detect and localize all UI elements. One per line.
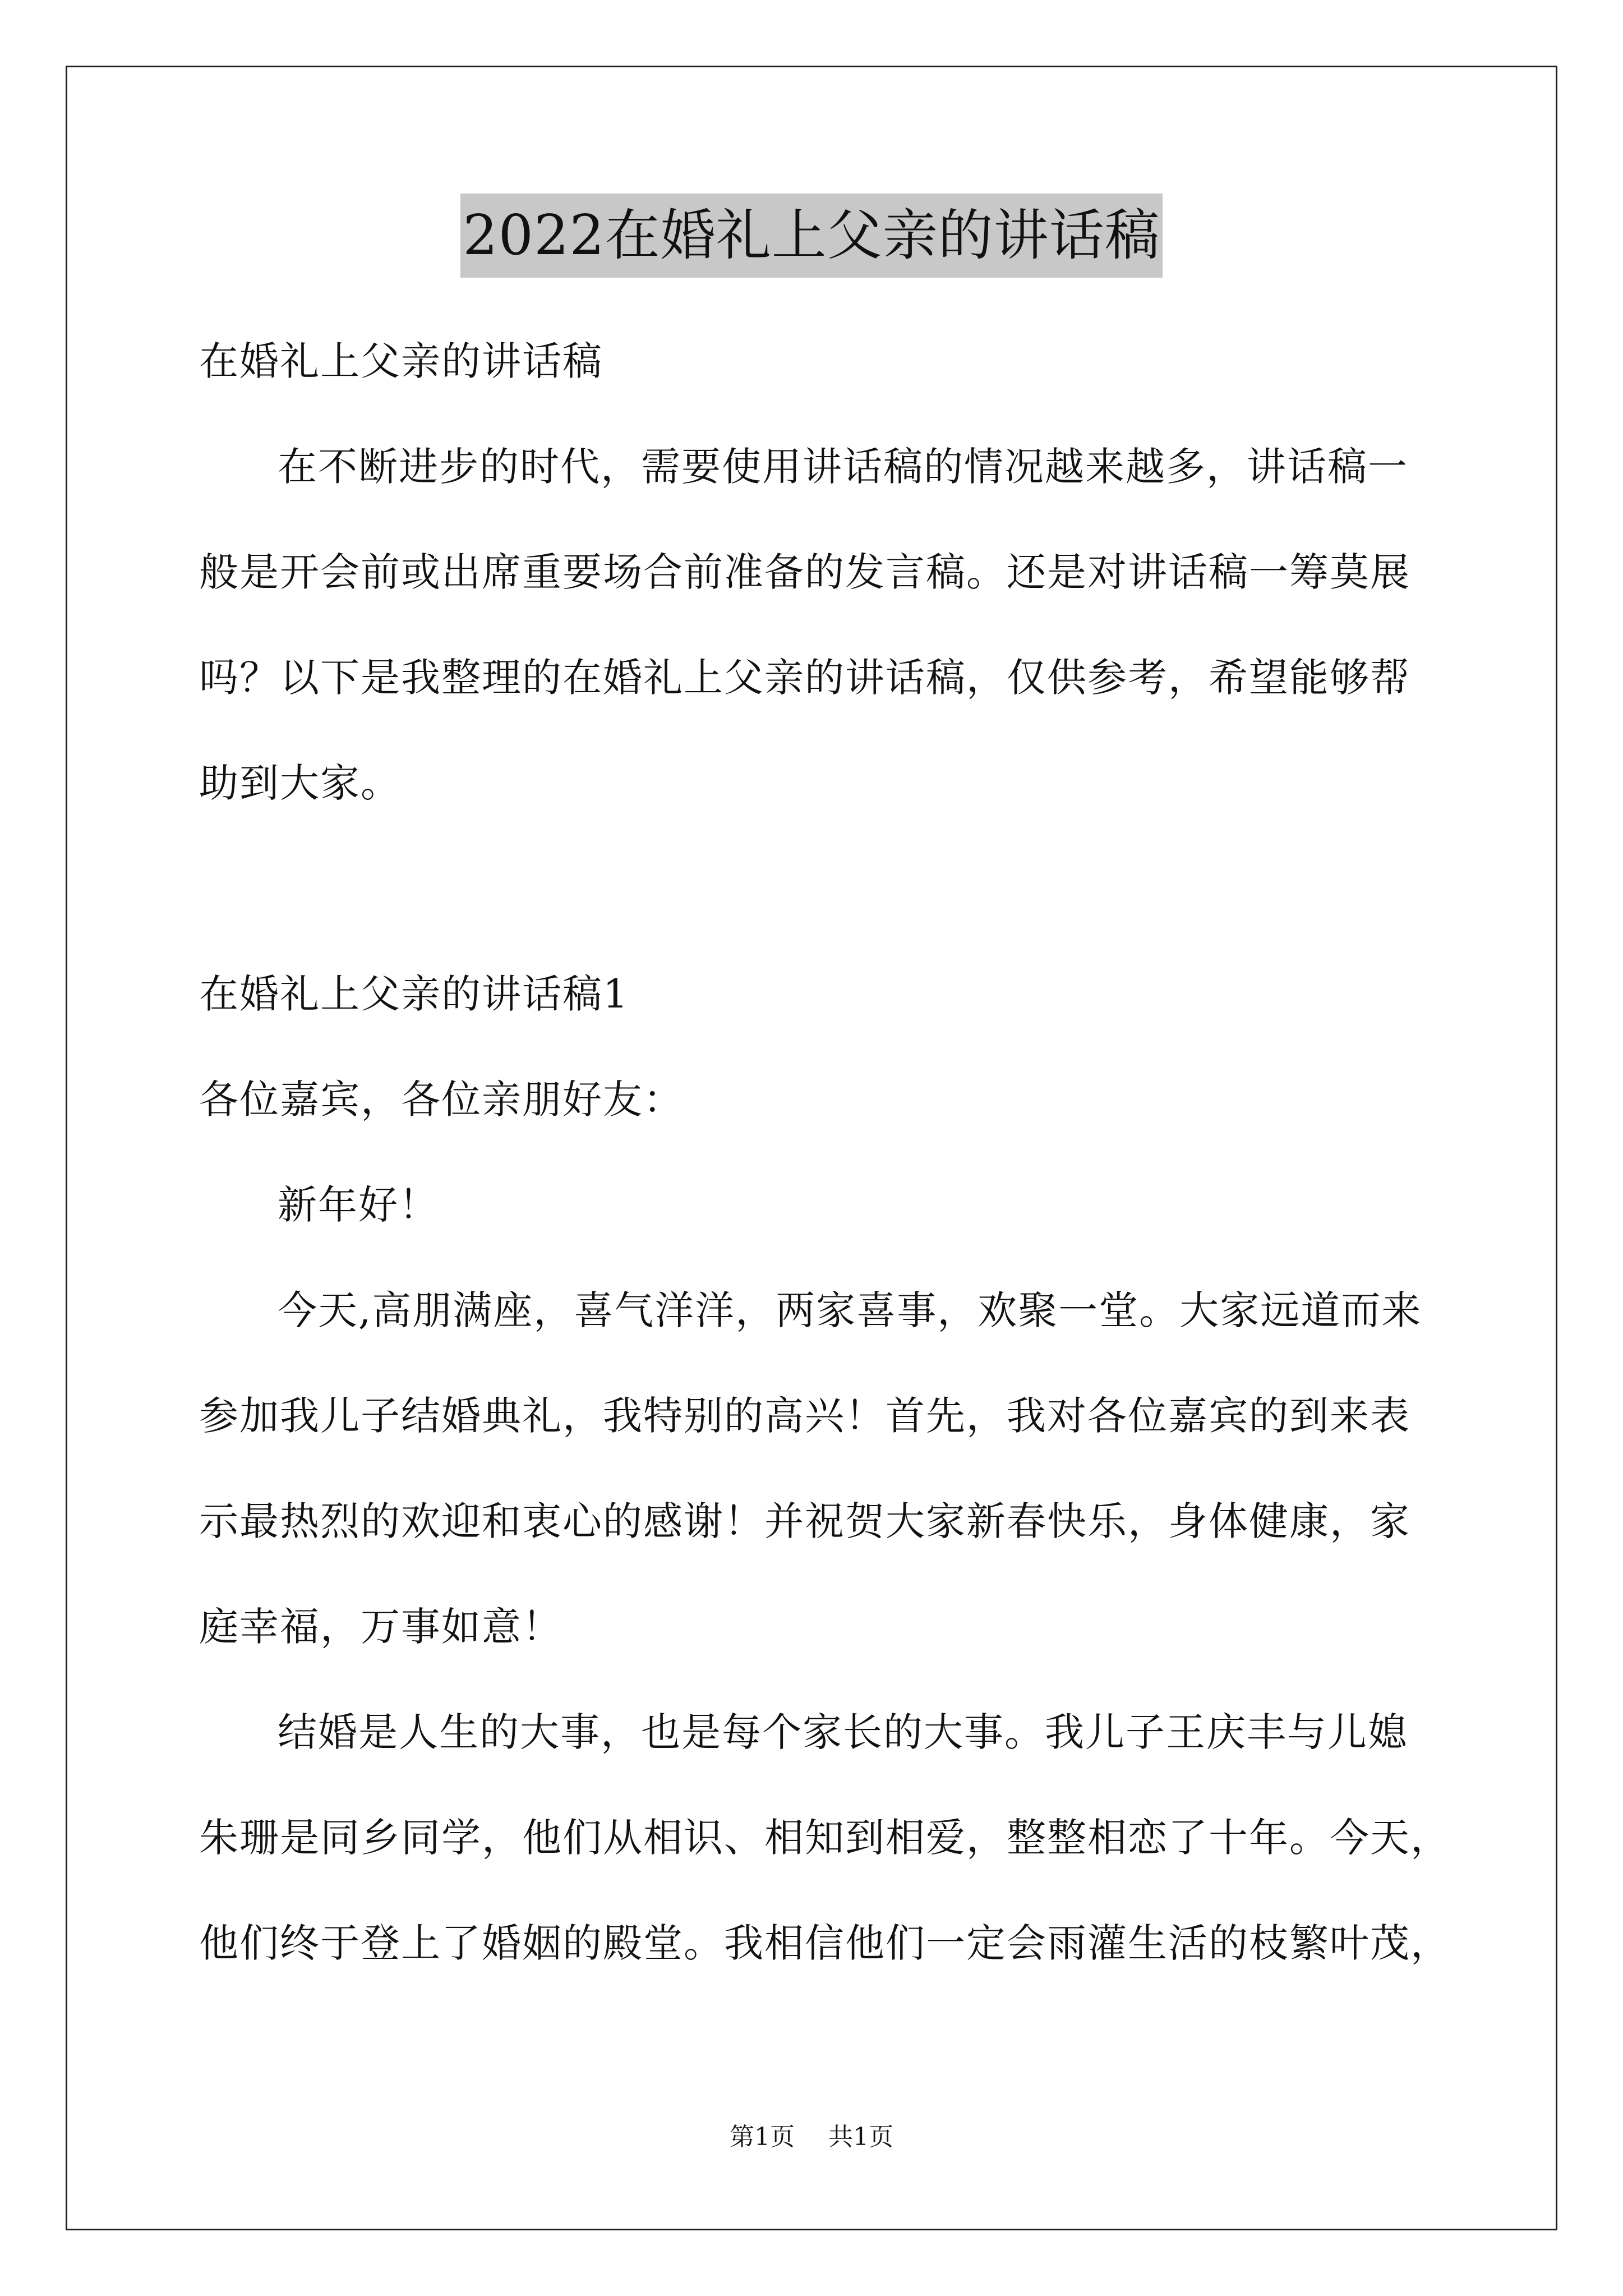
page-footer: [0, 2120, 1623, 2154]
paragraph-line: 今天,高朋满座，喜气洋洋，两家喜事，欢聚一堂。大家远道而来: [278, 1287, 1422, 1333]
page-total: 共1页: [828, 2123, 893, 2151]
paragraph-line: 般是开会前或出席重要场合前准备的发言稿。还是对讲话稿一筹莫展: [199, 549, 1410, 595]
paragraph-gap: [199, 836, 1433, 941]
paragraph-line: 在不断进步的时代，需要使用讲话稿的情况越来越多，讲话稿一: [278, 444, 1408, 490]
paragraph-line: 助到大家。: [199, 760, 401, 806]
paragraph-line: 他们终于登上了婚姻的殿堂。我相信他们一定会雨灌生活的枝繁叶茂，: [199, 1920, 1451, 1966]
paragraph-line: 庭幸福，万事如意！: [199, 1604, 562, 1650]
paragraph-line: 朱珊是同乡同学，他们从相识、相知到相爱，整整相恋了十年。今天，: [199, 1815, 1451, 1861]
paragraph-line: 示最热烈的欢迎和衷心的感谢！并祝贺大家新春快乐，身体健康，家: [199, 1498, 1410, 1544]
title-container: [0, 194, 1623, 278]
page-number: 第1页: [730, 2123, 795, 2151]
document-title: 2022在婚礼上父亲的讲话稿: [460, 194, 1162, 278]
subtitle-line: 在婚礼上父亲的讲话稿: [199, 338, 603, 384]
paragraph-line: 吗？以下是我整理的在婚礼上父亲的讲话稿，仅供参考，希望能够帮: [199, 655, 1410, 701]
salutation-line: 各位嘉宾，各位亲朋好友：: [199, 1076, 684, 1122]
greeting-line: 新年好！: [278, 1182, 439, 1228]
document-body: [199, 309, 1451, 1996]
paragraph-line: 结婚是人生的大事，也是每个家长的大事。我儿子王庆丰与儿媳: [278, 1709, 1408, 1755]
paragraph-line: 参加我儿子结婚典礼，我特别的高兴！首先，我对各位嘉宾的到来表: [199, 1393, 1410, 1439]
section-heading: 在婚礼上父亲的讲话稿1: [199, 971, 629, 1017]
